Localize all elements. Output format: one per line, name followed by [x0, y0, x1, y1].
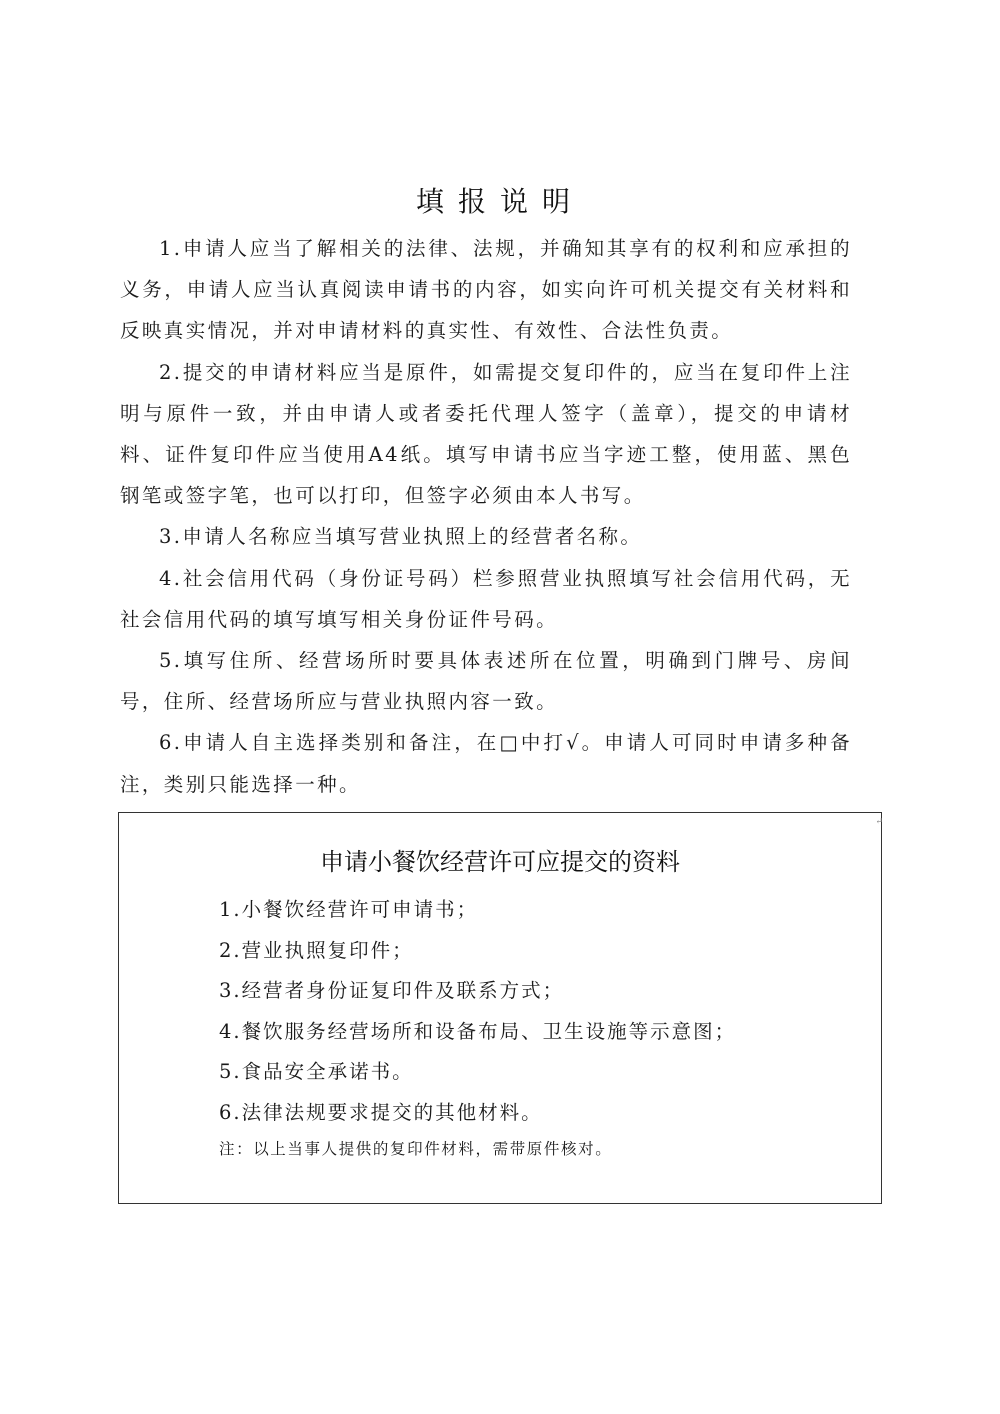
page-title: 填报说明 — [415, 185, 584, 218]
instruction-item-5: 5.填写住所、经营场所时要具体表述所在位置，明确到门牌号、房间号，住所、经营场所应与营业执照内容一致。 — [120, 649, 852, 714]
materials-item-1: 1.小餐饮经营许可申请书； — [219, 898, 479, 921]
materials-item-5: 5.食品安全承诺书。 — [219, 1060, 414, 1083]
instruction-item-3: 3.申请人名称应当填写营业执照上的经营者名称。 — [159, 525, 643, 549]
corner-mark-icon: ↵ — [875, 817, 883, 827]
instruction-item-6: 6.申请人自主选择类别和备注，在□中打√。申请人可同时申请多种备注，类别只能选择一种。 — [120, 731, 852, 796]
materials-note: 注：以上当事人提供的复印件材料，需带原件核对。 — [219, 1140, 613, 1158]
materials-box — [118, 812, 882, 1204]
materials-item-4: 4.餐饮服务经营场所和设备布局、卫生设施等示意图； — [219, 1019, 737, 1043]
materials-title: 申请小餐饮经营许可应提交的资料 — [320, 848, 680, 876]
materials-item-3: 3.经营者身份证复印件及联系方式； — [219, 979, 565, 1002]
instruction-item-4: 4.社会信用代码（身份证号码）栏参照营业执照填写社会信用代码，无社会信用代码的填写填写相关身份证件号码。 — [120, 566, 852, 631]
materials-item-2: 2.营业执照复印件； — [219, 938, 414, 962]
materials-list — [219, 890, 736, 1133]
instructions-section — [120, 228, 852, 805]
instruction-item-1: 1.申请人应当了解相关的法律、法规，并确知其享有的权利和应承担的义务，申请人应当认真阅读申请书的内容，如实向许可机关提交有关材料和反映真实情况，并对申请材料的真实性、有效性、合法性负责。 — [120, 237, 852, 343]
materials-item-6: 6.法律法规要求提交的其他材料。 — [219, 1100, 543, 1124]
instruction-item-2: 2.提交的申请材料应当是原件，如需提交复印件的，应当在复印件上注明与原件一致，并由申请人或者委托代理人签字（盖章），提交的申请材料、证件复印件应当使用A4纸。填写申请书应当字迹工整，使用蓝、黑色钢笔或签字笔，也可以打印，但签字必须由本人书写。 — [120, 360, 852, 508]
